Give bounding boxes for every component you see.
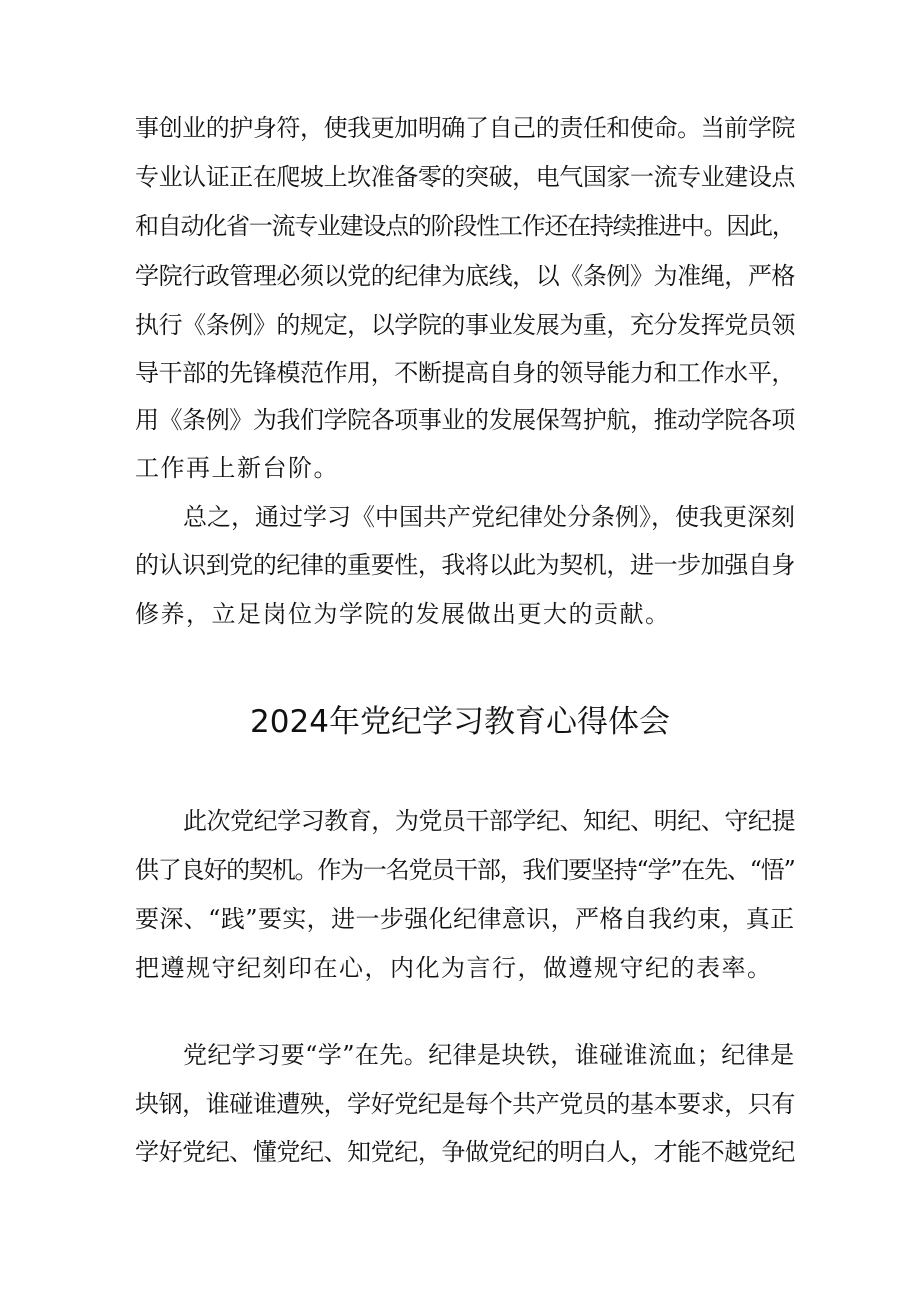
- paragraph-line: 导干部的先锋模范作用，不断提高自身的领导能力和工作水平，: [135, 359, 795, 387]
- paragraph-line: 块钢，谁碰谁遭殃，学好党纪是每个共产党员的基本要求，只有: [135, 1090, 795, 1118]
- paragraph-line: 用《条例》为我们学院各项事业的发展保驾护航，推动学院各项: [135, 406, 795, 434]
- paragraph-line: 专业认证正在爬坡上坎准备零的突破，电气国家一流专业建设点: [135, 163, 795, 191]
- paragraph-line: 党纪学习要“学”在先。纪律是块铁，谁碰谁流血；纪律是: [183, 1041, 795, 1069]
- paragraph-line: 供了良好的契机。作为一名党员干部，我们要坚持“学”在先、“悟”: [135, 856, 795, 884]
- page-title: 2024年党纪学习教育心得体会: [250, 704, 670, 740]
- paragraph-line: 和自动化省一流专业建设点的阶段性工作还在持续推进中。因此，: [135, 212, 795, 240]
- paragraph-line: 工作再上新台阶。: [135, 454, 339, 482]
- paragraph-line: 学好党纪、懂党纪、知党纪，争做党纪的明白人，才能不越党纪: [135, 1138, 795, 1166]
- paragraph-line: 修养，立足岗位为学院的发展做出更大的贡献。: [135, 600, 671, 628]
- paragraph-line: 执行《条例》的规定，以学院的事业发展为重，充分发挥党员领: [135, 311, 795, 339]
- paragraph-line: 此次党纪学习教育，为党员干部学纪、知纪、明纪、守纪提: [183, 807, 795, 835]
- paragraph-line: 的认识到党的纪律的重要性，我将以此为契机，进一步加强自身: [135, 551, 795, 579]
- paragraph-line: 总之，通过学习《中国共产党纪律处分条例》，使我更深刻: [183, 503, 795, 531]
- paragraph-line: 事创业的护身符，使我更加明确了自己的责任和使命。当前学院: [135, 114, 795, 142]
- paragraph-line: 把遵规守纪刻印在心，内化为言行，做遵规守纪的表率。: [135, 954, 773, 982]
- paragraph-line: 要深、“践”要实，进一步强化纪律意识，严格自我约束，真正: [135, 905, 795, 933]
- paragraph-line: 学院行政管理必须以党的纪律为底线，以《条例》为准绳，严格: [135, 262, 795, 290]
